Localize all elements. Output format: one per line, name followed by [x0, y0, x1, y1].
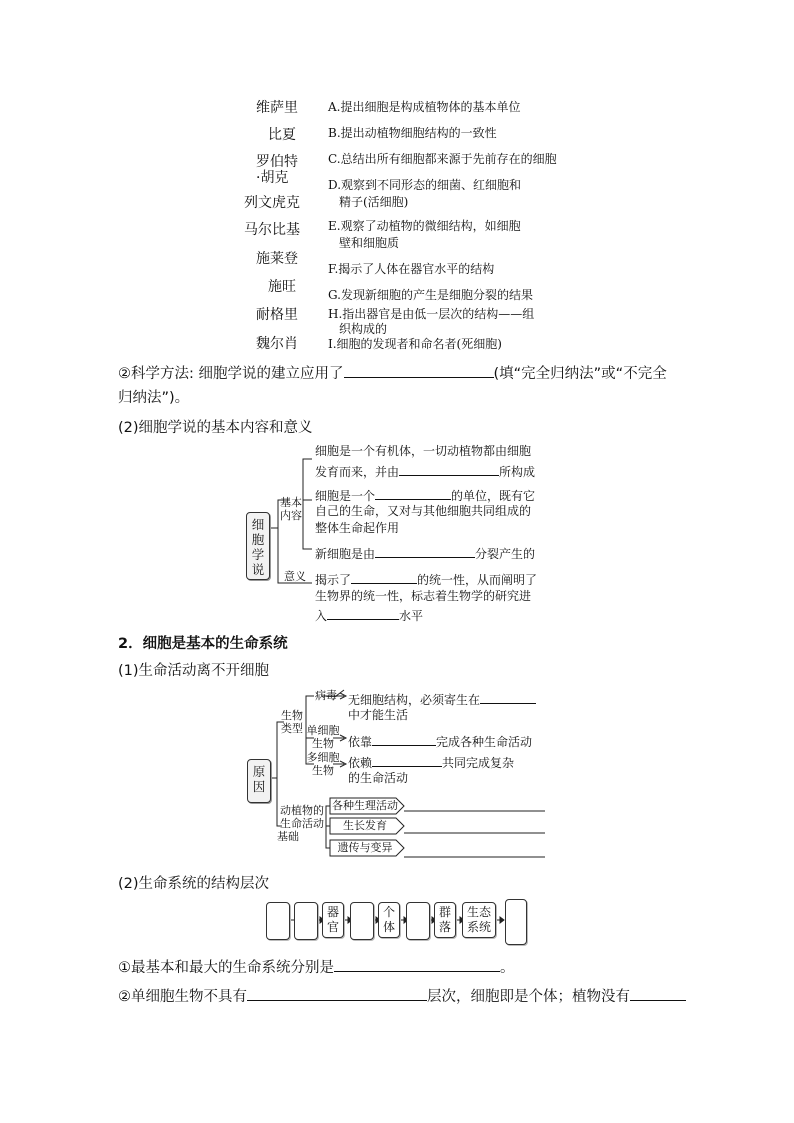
level-char: 器 — [326, 905, 339, 919]
label-line: 动植物的 — [280, 804, 324, 817]
text: 分裂产生的 — [475, 547, 536, 561]
label-line: 生物 — [312, 764, 334, 777]
level-char: 官 — [326, 920, 339, 934]
box-char: 因 — [252, 779, 266, 794]
box-char: 原 — [252, 764, 266, 779]
method-prefix: ②科学方法: 细胞学说的建立应用了 — [118, 366, 344, 382]
achievement-item: I.细胞的发现者和命名者(死细胞) — [328, 337, 502, 351]
text: 发育而来，并由 — [315, 465, 400, 479]
box-char: 学 — [251, 547, 265, 562]
text: 水平 — [399, 609, 424, 623]
basis-item: 各种生理活动 — [332, 799, 398, 812]
label-line: 生物 — [312, 737, 334, 750]
scientist-name: 耐格里 — [256, 307, 298, 323]
text: 依赖 — [348, 756, 373, 770]
label-line: 单细胞 — [306, 724, 340, 737]
scientist-name: 施旺 — [268, 279, 296, 295]
theory-content-1a: 细胞是一个有机体，一切动植物都由细胞 — [315, 444, 532, 458]
section-heading: (2)生命系统的结构层次 — [118, 876, 270, 892]
box-char: 胞 — [251, 532, 265, 547]
scientist-name: 比夏 — [268, 127, 296, 143]
achievement-item: 织构成的 — [339, 322, 388, 336]
scientist-name: 维萨里 — [256, 100, 298, 116]
level-box — [294, 902, 318, 940]
question-1 — [118, 956, 515, 977]
answer-blank[interactable] — [247, 986, 427, 1001]
label-line: 多细胞 — [306, 751, 340, 764]
label-line: 内容 — [280, 509, 302, 522]
basis-item: 遗传与变异 — [337, 841, 393, 854]
virus-text-b: 中才能生活 — [348, 708, 409, 722]
achievement-item: C.总结出所有细胞都来源于先前存在的细胞 — [328, 152, 557, 166]
text: 的统一性，从而阐明了 — [417, 573, 538, 587]
level-char: 生态 — [466, 905, 491, 919]
label-line: 基本 — [280, 496, 302, 509]
method-line-2: 归纳法”)。 — [118, 390, 190, 406]
text: ②单细胞生物不具有 — [118, 989, 247, 1005]
level-char: 系统 — [466, 920, 491, 934]
level-box-individual — [378, 902, 400, 938]
text: 所构成 — [499, 465, 536, 479]
scientist-name: 施莱登 — [256, 251, 298, 267]
label-line: 生命活动 — [280, 817, 324, 830]
level-box — [505, 899, 527, 945]
text: 依靠 — [348, 735, 373, 749]
multicell-text-b: 的生命活动 — [348, 771, 409, 785]
theory-content-2c: 整体生命起作用 — [315, 521, 400, 535]
scientist-name: 马尔比基 — [244, 222, 300, 238]
achievement-item: D.观察到不同形态的细菌、红细胞和 — [328, 178, 522, 192]
achievement-item: A.提出细胞是构成植物体的基本单位 — [328, 100, 521, 114]
level-char: 落 — [438, 920, 451, 934]
achievement-item: B.提出动植物细胞结构的一致性 — [328, 126, 497, 140]
level-box — [406, 902, 430, 940]
question-2 — [118, 985, 686, 1006]
scientist-name: 列文虎克 — [244, 195, 300, 211]
level-char: 体 — [382, 920, 395, 934]
level-char: 个 — [382, 905, 395, 919]
achievement-item: 精子(活细胞) — [339, 195, 409, 209]
theory-meaning-2: 生物界的统一性，标志着生物学的研究进 — [315, 589, 532, 603]
level-box — [266, 902, 290, 940]
virus-label: 病毒 — [315, 689, 337, 702]
basis-item: 生长发育 — [343, 819, 387, 832]
text: 完成各种生命活动 — [436, 735, 533, 749]
level-char: 群 — [438, 905, 451, 919]
box-char: 说 — [251, 562, 265, 577]
scientist-name: 魏尔肖 — [256, 336, 298, 352]
level-box — [350, 902, 374, 940]
answer-blank[interactable] — [334, 957, 500, 972]
section-heading: 2．细胞是基本的生命系统 — [118, 636, 288, 652]
level-box-community — [434, 902, 456, 938]
scientist-name: ·胡克 — [256, 170, 289, 186]
section-heading: (2)细胞学说的基本内容和意义 — [118, 420, 313, 436]
level-box-ecosystem — [462, 902, 496, 938]
achievement-item: F.揭示了人体在器官水平的结构 — [328, 262, 495, 276]
answer-blank[interactable] — [630, 986, 686, 1001]
method-suffix: (填“完全归纳法”或“不完全 — [493, 366, 667, 382]
achievement-item: G.发现新细胞的产生是细胞分裂的结果 — [328, 288, 533, 302]
text: 细胞是一个 — [315, 489, 376, 503]
section-heading: (1)生命活动离不开细胞 — [118, 663, 270, 679]
text: ①最基本和最大的生命系统分别是 — [118, 960, 334, 976]
text: 入 — [315, 609, 328, 623]
achievement-item: E.观察了动植物的微细结构，如细胞 — [328, 219, 521, 233]
text: 。 — [500, 960, 515, 976]
label-line: 生物 — [281, 709, 303, 722]
level-box-organ — [322, 902, 344, 938]
text: 共同完成复杂 — [442, 756, 515, 770]
text: 的单位，既有它 — [451, 489, 536, 503]
achievement-item: 壁和细胞质 — [339, 236, 400, 250]
text: 揭示了 — [315, 573, 352, 587]
text: 新细胞是由 — [315, 547, 376, 561]
text: 无细胞结构，必须寄生在 — [348, 693, 481, 707]
box-char: 细 — [251, 517, 265, 532]
theory-content-2b: 自己的生命，又对与其他细胞共同组成的 — [315, 504, 532, 518]
scientist-name: 罗伯特 — [256, 154, 298, 170]
text: 层次，细胞即是个体；植物没有 — [427, 989, 630, 1005]
meaning-label: 意义 — [284, 570, 306, 583]
label-line: 类型 — [281, 722, 303, 735]
label-line: 基础 — [277, 830, 299, 843]
achievement-item: H.指出器官是由低一层次的结构——组 — [328, 307, 535, 321]
